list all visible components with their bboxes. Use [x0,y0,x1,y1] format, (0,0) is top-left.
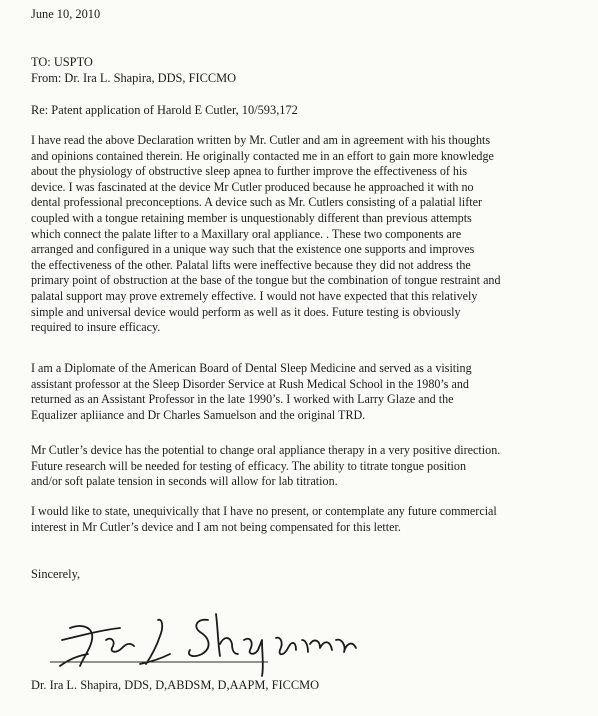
recipient-line: TO: USPTO [31,55,93,69]
paragraph-potential [31,443,591,490]
paragraph-line: and opinions contained therein. He originally contacted me in an effort to gain more knowledge [31,148,494,163]
paragraph-line: I am a Diplomate of the American Board of Dental Sleep Medicine and served as a visiting [31,361,472,375]
paragraph-line: dental professional preconceptions. A device such as Mr. Cutlers consisting of a palatial lifter [31,195,483,210]
paragraph-line: which connect the palate lifter to a Maxillary oral appliance. . These two components are [31,226,462,241]
paragraph-line: I would like to state, unequivically that I have no present, or contemplate any future commercial [31,504,497,518]
paragraph-line: arranged and configured in a unique way such that the existence one supports and improves [31,242,475,257]
paragraph-line: Future research will be needed for testing of efficacy. The ability to titrate tongue position [31,458,467,473]
paragraph-disclosure [31,504,591,535]
paragraph-line: interest in Mr Cutler’s device and I am not being compensated for this letter. [31,519,401,534]
paragraph-credentials [31,361,591,423]
paragraph-declaration [31,133,591,336]
paragraph-line: Equalizer apliiance and Dr Charles Samuelson and the original TRD. [31,407,366,422]
paragraph-line: palatal support may prove extremely effective. I would not have expected that this relatively [31,288,478,303]
handwritten-signature [40,600,380,680]
subject-line: Re: Patent application of Harold E Cutler, 10/593,172 [31,103,298,117]
paragraph-line: about the physiology of obstructive sleep apnea to further improve the effectiveness of his [31,164,468,179]
paragraph-line: returned as an Assistant Professor in the late 1990’s. I worked with Larry Glaze and the [31,392,454,407]
paragraph-line: coupled with a tongue retaining member is unquestionably different than previous attempts [31,210,472,225]
letter-date: June 10, 2010 [31,7,101,21]
paragraph-line: the effectiveness of the other. Palatal lifts were ineffective because they did not address the [31,257,471,272]
paragraph-line: I have read the above Declaration written by Mr. Cutler and am in agreement with his thoughts [31,133,491,147]
paragraph-line: device. I was fascinated at the device Mr Cutler produced because he approached it with no [31,179,474,194]
paragraph-line: Mr Cutler’s device has the potential to change oral appliance therapy in a very positive direction. [31,443,501,457]
paragraph-line: simple and universal device would perform as well as it does. Future testing is obviously [31,304,461,319]
paragraph-line: primary point of obstruction at the base of the tongue but the combination of tongue restraint and [31,273,501,288]
sender-line: From: Dr. Ira L. Shapira, DDS, FICCMO [31,71,237,85]
paragraph-line: assistant professor at the Sleep Disorder Service at Rush Medical School in the 1980’s and [31,376,469,391]
closing-salutation: Sincerely, [31,567,81,581]
signature-name: Dr. Ira L. Shapira, DDS, D,ABDSM, D,AAPM, FICCMO [31,678,320,692]
paragraph-line: and/or soft palate tension in seconds will allow for lab titration. [31,474,338,489]
paragraph-line: required to insure efficacy. [31,320,161,335]
